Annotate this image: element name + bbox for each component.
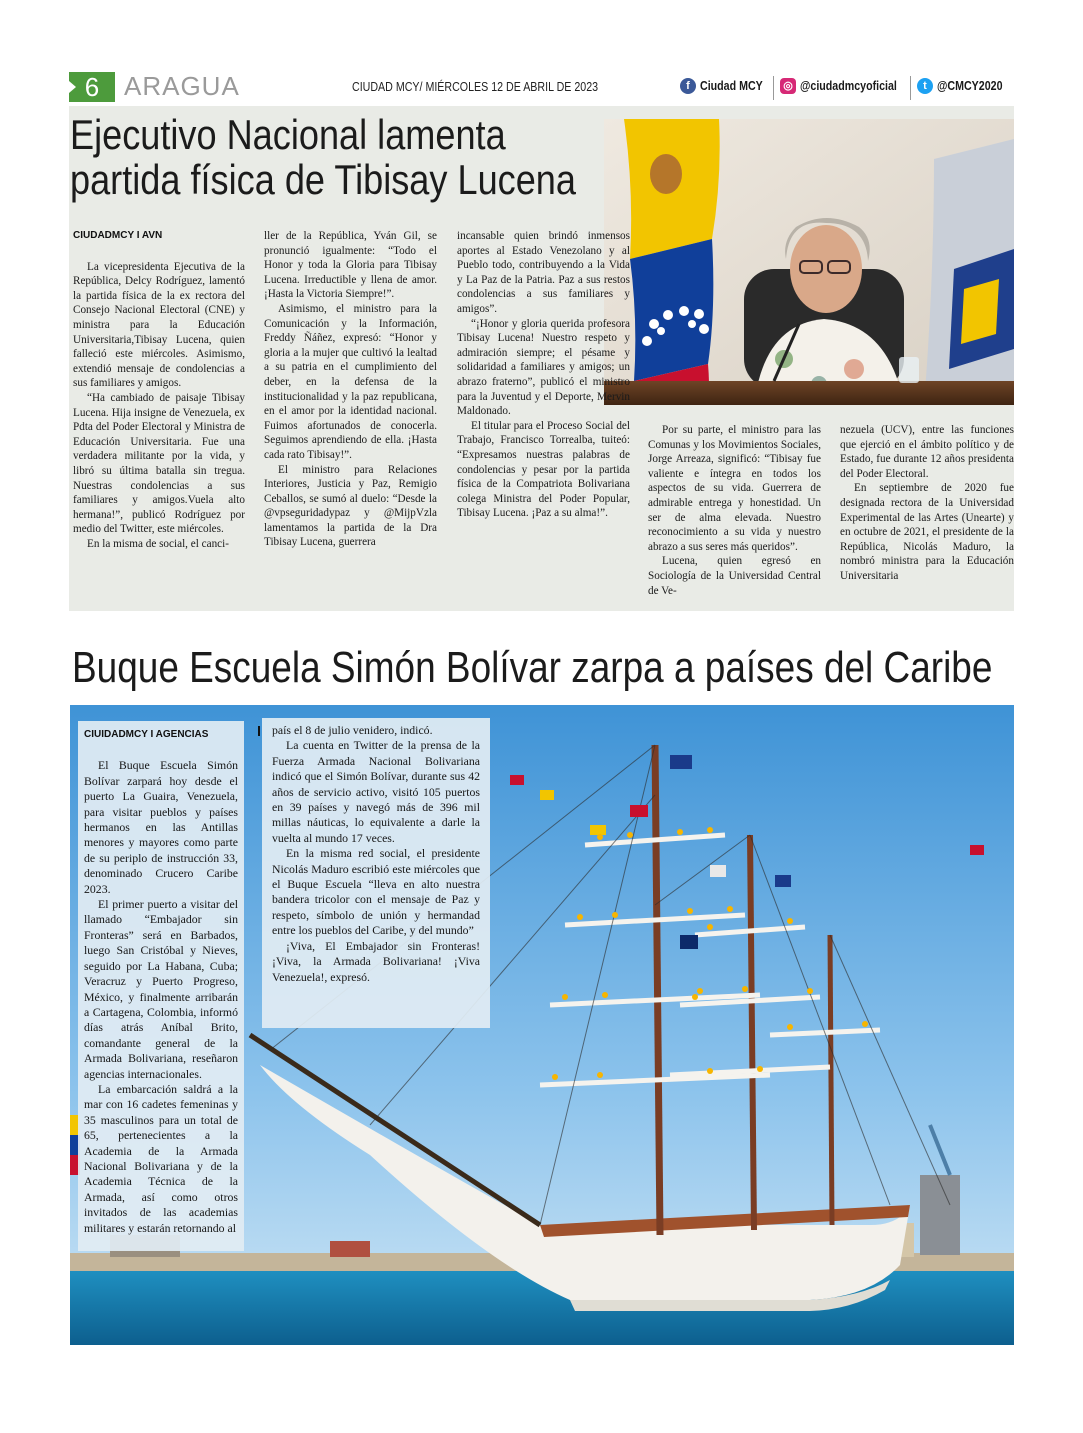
paragraph: La cuenta en Twitter de la prensa de la Fuerza Armada Nacional Bolivariana indicó que el Simón Bolívar, durante sus 42 años de servicio activo, visitó 105 puertos en 39 países y navegó más de 396 mil millas náuticas, lo equivalente a darle la vuelta al mundo 17 veces. [272, 738, 480, 845]
paragraph: Por su parte, el ministro para las Comunas y los Movimientos Sociales, Jorge Arreaza, significó: “Tibisay fue valiente e íntegra en todos los aspectos de su vida. Guerrera de admirable entrega y honestidad. Un ser de alma elevada. Nuestro reconocimiento a su vida y nuestro abrazo a sus seres más queridos”. [648, 424, 821, 553]
paragraph: El primer puerto a visitar del llamado “Embajador sin Fronteras” será en Barbados, luego San Cristóbal y Nieves, seguido por La Habana, Cuba; Veracruz y Puerto Progreso, México, y finalmente arribarán a Cartagena, Colombia, informó días atrás Aníbal Brito, comandante general de la Armada Bolivariana, reseñaron agencias internacionales. [84, 897, 238, 1081]
paragraph: Lucena, quien egresó en Sociología de la Universidad Central de Ve- [648, 555, 821, 597]
article-2-byline: CIUIDADMCY I AGENCIAS [84, 729, 209, 740]
article-1-column-2 [264, 229, 437, 550]
paragraph: país el 8 de julio venidero, indicó. [272, 723, 433, 737]
facebook-icon: f [680, 78, 696, 94]
paragraph: En septiembre de 2020 fue designada rectora de la Universidad Experimental de las Artes (Unearte) y en octubre de 2021, el presidente de la República, Nicolás Maduro, la nombró ministra para la Educación Universitaria [840, 482, 1014, 582]
article-1-headline: Ejecutivo Nacional lamenta partida física de Tibisay Lucena [70, 111, 576, 203]
article-1-column-1 [73, 229, 245, 551]
paragraph: “¡Honor y gloria querida profesora Tibisay Lucena! Nuestro respeto y admiración siempre; el pésame y solidaridad a familiares y amigos; un abrazo fraterno”, publicó el ministro para la Juventud y el Deporte, Mervin Maldonado. [457, 317, 630, 418]
twitter-icon: t [917, 78, 933, 94]
article-1-column-5 [840, 423, 1014, 584]
paragraph: La embarcación saldrá a la mar con 16 cadetes femeninas y 35 masculinos para un total de 65, pertenecientes a la Academia de la Armada Nacional Bolivariana y de la Academia Técnica de la Armada, así como otros invitados de las academias militares y estarán retornando al [84, 1081, 238, 1235]
paragraph: nezuela (UCV), entre las funciones que ejerció en el ámbito político y de Estado, fue durante 12 años presidenta del Poder Electoral. [840, 424, 1014, 480]
paragraph: ller de la República, Yván Gil, se pronunció igualmente: “Todo el Honor y toda la Gloria para Tibisay Lucena. Irreductible y llena de amor. ¡Hasta la Victoria Siempre!”. [264, 230, 437, 301]
instagram-handle[interactable]: ◎ @ciudadmcyoficial [780, 77, 918, 95]
paragraph: El ministro para Relaciones Interiores, Justicia y Paz, Remigio Ceballos, se sumó al duelo: “Desde la @vpseguridadypaz y @MijpVzla lamentamos la partida de la Dra Tibisay Lucena, guerrera [264, 463, 437, 549]
divider [773, 76, 774, 100]
article-2-column-1 [84, 727, 238, 1236]
column-rule [258, 726, 260, 736]
paragraph: En la misma de social, el canci- [87, 537, 229, 550]
divider [910, 76, 911, 100]
instagram-icon: ◎ [780, 78, 796, 94]
paragraph: El titular para el Proceso Social del Trabajo, Francisco Torrealba, tuiteó: “Expresamos nuestras palabras de condolencias y pesar por la partida física de la Compatriota Bolivariana colega Ministra del Poder Popular, Tibisay Lucena. ¡Paz a su alma!”. [457, 419, 630, 520]
paragraph: El Buque Escuela Simón Bolívar zarpará hoy desde el puerto La Guaira, Venezuela, para visitar pueblos y países hermanos en las Antillas menores y mayores como parte de su periplo de instrucción 33, denominado Crucero Caribe 2023. [84, 758, 238, 896]
section-name: ARAGUA [124, 71, 240, 101]
issue-date-line: CIUDAD MCY/ MIÉRCOLES 12 DE ABRIL DE 2023 [352, 79, 599, 94]
paragraph: ¡Viva, El Embajador sin Fronteras! ¡Viva, la Armada Bolivariana! ¡Viva Venezuela!, expresó. [272, 938, 480, 984]
page-number: 6 [69, 72, 115, 102]
paragraph: Asimismo, el ministro para la Comunicación y la Información, Freddy Ñáñez, expresó: “Honor y gloria a la mujer que cultivó la lealtad a su patria en el cumplimiento del deber, en la defensa de la institucionalidad y la paz republicana, en el amor por la identidad nacional. Fuimos afortunados de conocerla. Seguimos aprendiendo de ella. ¡Hasta cada rato Tibisay!”. [264, 302, 437, 461]
paragraph: incansable quien brindó inmensos aportes al Estado Venezolano y al Pueblo todo, contribuyendo a la Vida y La Paz de la Patria. Paz a sus restos condolencias a sus familiares y amigos”. [457, 230, 630, 315]
facebook-handle[interactable]: f Ciudad MCY [680, 77, 777, 95]
paragraph: La vicepresidenta Ejecutiva de la República, Delcy Rodríguez, lamentó la partida física de la ex rectora del Consejo Nacional Electoral (CNE) y ministra para la Educación Universitaria,Tibisay Lucena, quien falleció este miércoles. Asimismo, extendió mensaje de condolencias a sus familiares y amigos. [73, 260, 245, 390]
twitter-handle[interactable]: t @CMCY2020 [917, 77, 1017, 95]
article-1-column-3 [457, 229, 630, 521]
article-2-column-2 [272, 723, 480, 985]
press-conference-photo [604, 119, 1014, 405]
article-2-headline: Buque Escuela Simón Bolívar zarpa a países del Caribe [72, 643, 993, 692]
article-1-column-4 [648, 423, 821, 598]
paragraph: “Ha cambiado de paisaje Tibisay Lucena. Hija insigne de Venezuela, ex Pdta del Poder Electoral y Ministra de Educación Universitaria. Fue una verdadera militante por la vida, y libró su última batalla sin tregua. Nuestras condolencias a sus familiares y amigos.Vuela alto hermana!”, publicó Rodríguez por medio del Twitter, este miércoles. [73, 391, 245, 536]
paragraph: En la misma red social, el presidente Nicolás Maduro escribió este miércoles que el Buque Escuela “lleva en alto nuestra bandera tricolor con el mensaje de Paz y respeto, símbolo de unión y hermandad entre los pueblos del Caribe, y del mundo” [272, 846, 480, 938]
article-1-byline: CIUDADMCY I AVN [73, 230, 163, 241]
